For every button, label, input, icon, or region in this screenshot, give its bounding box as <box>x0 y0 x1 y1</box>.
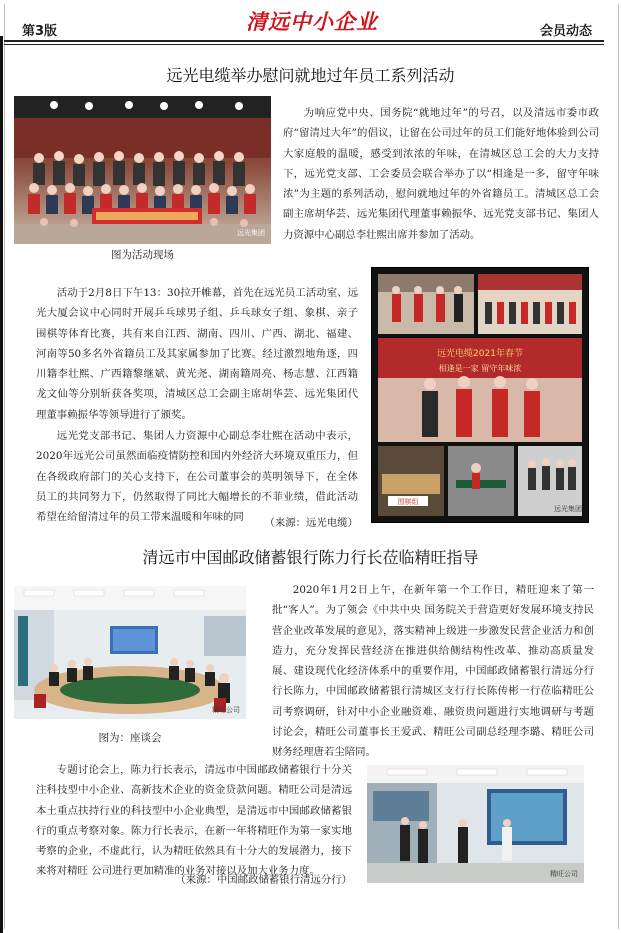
article1-paragraph-1: 为响应党中央、国务院“就地过年”的号召，以及清远市委市政府“留清过大年”的倡议，让留在公司过年的员工们能好地体验到公司大家庭般的温暖，感受到浓浓的年味，在清城区总工会的大力支持下，远光党支部、工会委员会联合举办了以“相逢是一多，留守年味浓”为主题的系列活动，慰问就地过年的外省籍员工。清城区总工会副主席胡华芸、远光集团代理董事赖振华、远光党支部书记、集团人力资源中心副总李壮熙出席并参加了活动。 <box>283 107 599 241</box>
article2-meeting-photo <box>14 586 246 719</box>
article1-photo-collage <box>371 267 589 523</box>
article1-title: 远光电缆举办慰问就地过年员工系列活动 <box>166 66 455 85</box>
collage-sign-text: 围棋组 <box>397 498 419 506</box>
left-margin-bar <box>0 36 3 933</box>
page-number: 第3版 <box>22 24 58 39</box>
section-name: 会员动态 <box>539 24 592 39</box>
header-rule <box>4 40 604 42</box>
article2-paragraph-2: 专题讨论会上，陈力行长表示，清远市中国邮政储蓄银行十分关注科技型中小企业、高新技术企业的资金贷款问题。精旺公司是清远本土重点扶持行业的科技型中小企业典型，是清远市中国邮政储蓄银行的重点考察对象。陈力行长表示，在新一年将精旺作为第一家实地考察的企业，不虚此行，认为精旺依然具有十分大的发展潜力，接下来将对精旺 公司进行更加精准的业务对接以及加大业务力度。 <box>36 764 352 878</box>
collage-watermark: 远光集团 <box>554 505 582 513</box>
article2-photo-watermark: 精旺公司 <box>212 706 240 714</box>
article2-photo-caption: 图为：座谈会 <box>98 732 162 744</box>
collage-banner-text: 远光电缆2021年春节 <box>437 349 523 359</box>
article2-visit-photo-watermark: 精旺公司 <box>550 870 578 878</box>
article1-paragraph-2: 活动于2月8日下午13：30拉开帷幕，首先在远光员工活动室、远光大厦会议中心同时开展乒乓球男子组、乒乓球女子组、象棋、亲子围棋等体育比赛，共有来自江西、湖南、四川、广西、湖北、福建、河南等50多名外省籍员工及其家属参加了比赛。经过激烈地角逐，四川籍李壮熙、广西籍黎继斌、黄光尧、湖南籍周亮、杨志慧、江西籍龙文仙等分别斩获各奖项，清城区总工会副主席胡华芸、远光集团代理董事赖振华等领导进行了颁奖。 <box>36 287 358 421</box>
article1-group-photo <box>14 96 271 244</box>
article1-source: （来源：远光电缆） <box>264 517 358 529</box>
article2-paragraph-1: 2020年1月2日上午，在新年第一个工作日，精旺迎来了第一批“客人”。为了领会《中共中央 国务院关于营造更好发展环境支持民营企业改革发展的意见》，落实精神上级进一步激发民营企业活力和创造力，充分发挥民营经济在推进供给侧结构性改革、推动高质量发展、建设现代化经济体系中的重要作用，中国邮政储蓄银行清远分行行长陈力，中国邮政储蓄银行清城区支行行长陈传彬一行莅临精旺公司考察调研，针对中小企业融资难、融资贵问题进行实地调研与考题讨论会，精旺公司董事长王爱武、精旺公司副总经理李璐、精旺公司财务经理唐若尘陪同。 <box>272 584 594 759</box>
article2-source: （来源：中国邮政储蓄银行清远分行） <box>175 874 352 886</box>
article1-photo-watermark: 远光集团 <box>237 229 265 237</box>
page-header <box>10 0 610 44</box>
masthead-logo: 清远中小企业 <box>246 9 378 34</box>
collage-banner-subtext: 相逢是一家 留守年味浓 <box>438 364 522 373</box>
article2-visit-photo <box>367 765 584 883</box>
header-rule-thin <box>4 44 604 45</box>
article1-paragraph-3: 远光党支部书记、集团人力资源中心副总李壮熙在活动中表示，2020年远光公司虽然面临疫情防控和国内外经济大环境双重压力，但在各级政府部门的关心支持下，在公司董事会的英明领导下，在全体员工的共同努力下，仍然取得了同比大幅增长的不菲业绩，借此活动希望在给留清过年的员工带来温暖和年味的同 <box>36 430 358 524</box>
article2-title: 清远市中国邮政储蓄银行陈力行长莅临精旺指导 <box>142 548 479 567</box>
article1-photo-caption: 图为活动现场 <box>111 249 174 261</box>
